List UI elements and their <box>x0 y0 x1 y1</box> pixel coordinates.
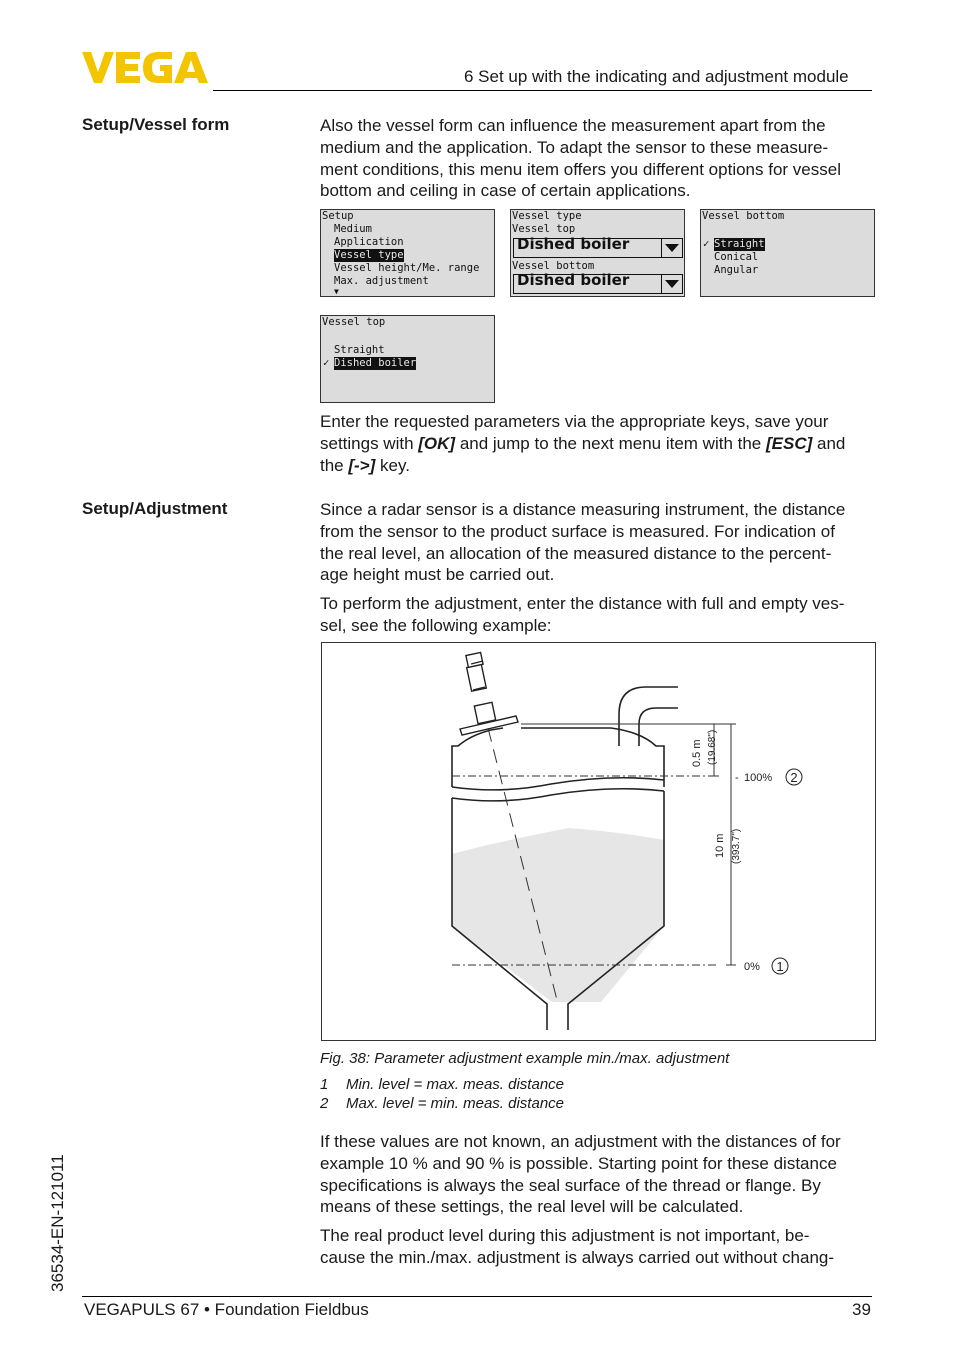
adjustment-para-1: Since a radar sensor is a distance measuring instrument, the distance from the sensor to the product surface is measured. For indication of the real level, an allocation of the measured distance to the percent- age height must be carried out. <box>320 500 846 585</box>
lcd-vessel-type: Vessel type Vessel top Dished boiler Vessel bottom Dished boiler <box>510 209 685 297</box>
figure-caption: Fig. 38: Parameter adjustment example min./max. adjustment <box>320 1050 730 1067</box>
dim-top-in: (19.68") <box>707 729 718 765</box>
svg-text:-: - <box>735 772 739 784</box>
adjustment-para-3: If these values are not known, an adjustment with the distances of for example 10 % and 90 % is possible. Starting point for these distance specifications is always the seal surface of the thread or flange. By means of these settings, the real level will be calculated. <box>320 1132 841 1217</box>
dropdown-arrow-icon <box>661 275 682 293</box>
adjustment-figure <box>321 642 876 1042</box>
section-title-adjustment: Setup/Adjustment <box>82 499 228 518</box>
legend-text-2: Max. level = min. meas. distance <box>346 1095 565 1112</box>
document-code: 36534-EN-121011 <box>48 1154 67 1292</box>
marker-min: 1 <box>776 959 784 974</box>
legend-text-1: Min. level = max. meas. distance <box>346 1076 565 1093</box>
footer-product: VEGAPULS 67 • Foundation Fieldbus <box>84 1300 369 1319</box>
chapter-title: 6 Set up with the indicating and adjustment module <box>464 67 849 86</box>
section-title-vessel-form: Setup/Vessel form <box>82 115 230 134</box>
lcd-vessel-top: Vessel top Straight ✓ Dished boiler <box>320 315 495 403</box>
header-rule <box>213 90 872 91</box>
dim-main-m: 10 m <box>714 833 726 858</box>
scroll-down-icon: ▼ <box>334 287 339 296</box>
label-0: 0% <box>744 961 760 973</box>
checkmark-icon: ✓ <box>703 238 710 250</box>
vega-logo <box>82 52 212 84</box>
adjustment-para-2: To perform the adjustment, enter the distance with full and empty ves- sel, see the following example: <box>320 594 845 635</box>
marker-max: 2 <box>790 770 798 785</box>
label-100: 100% <box>744 772 773 784</box>
vessel-form-intro: Also the vessel form can influence the measurement apart from the medium and the application. To adapt the sensor to these measure- ment conditions, this menu item offers you different options for vessel bottom and ceiling in case of certain applications. <box>320 116 841 201</box>
footer-rule <box>82 1296 872 1297</box>
adjustment-para-4: The real product level during this adjustment is not important, be- cause the min./max. adjustment is always carried out without chang- <box>320 1226 835 1267</box>
vessel-bottom-dropdown: Dished boiler <box>513 274 683 294</box>
vessel-top-dropdown: Dished boiler <box>513 238 683 258</box>
dim-top-m: 0.5 m <box>691 739 703 767</box>
lcd-setup-menu: Setup Medium Application Vessel type Vessel height/Me. range Max. adjustment ▼ <box>320 209 495 297</box>
lcd-vessel-bottom: Vessel bottom ✓ Straight Conical Angular <box>700 209 875 297</box>
checkmark-icon: ✓ <box>323 357 330 369</box>
legend-num-2: 2 <box>320 1095 329 1112</box>
menu-item-selected: Vessel type <box>334 249 404 261</box>
legend-num-1: 1 <box>320 1076 329 1093</box>
dropdown-arrow-icon <box>661 239 682 257</box>
keys-instructions: Enter the requested parameters via the appropriate keys, save your settings with [OK] and jump to the next menu item with the [ESC] and the [->] key. <box>320 412 846 475</box>
page-number: 39 <box>852 1300 871 1319</box>
dim-main-in: (393.7") <box>731 828 742 864</box>
